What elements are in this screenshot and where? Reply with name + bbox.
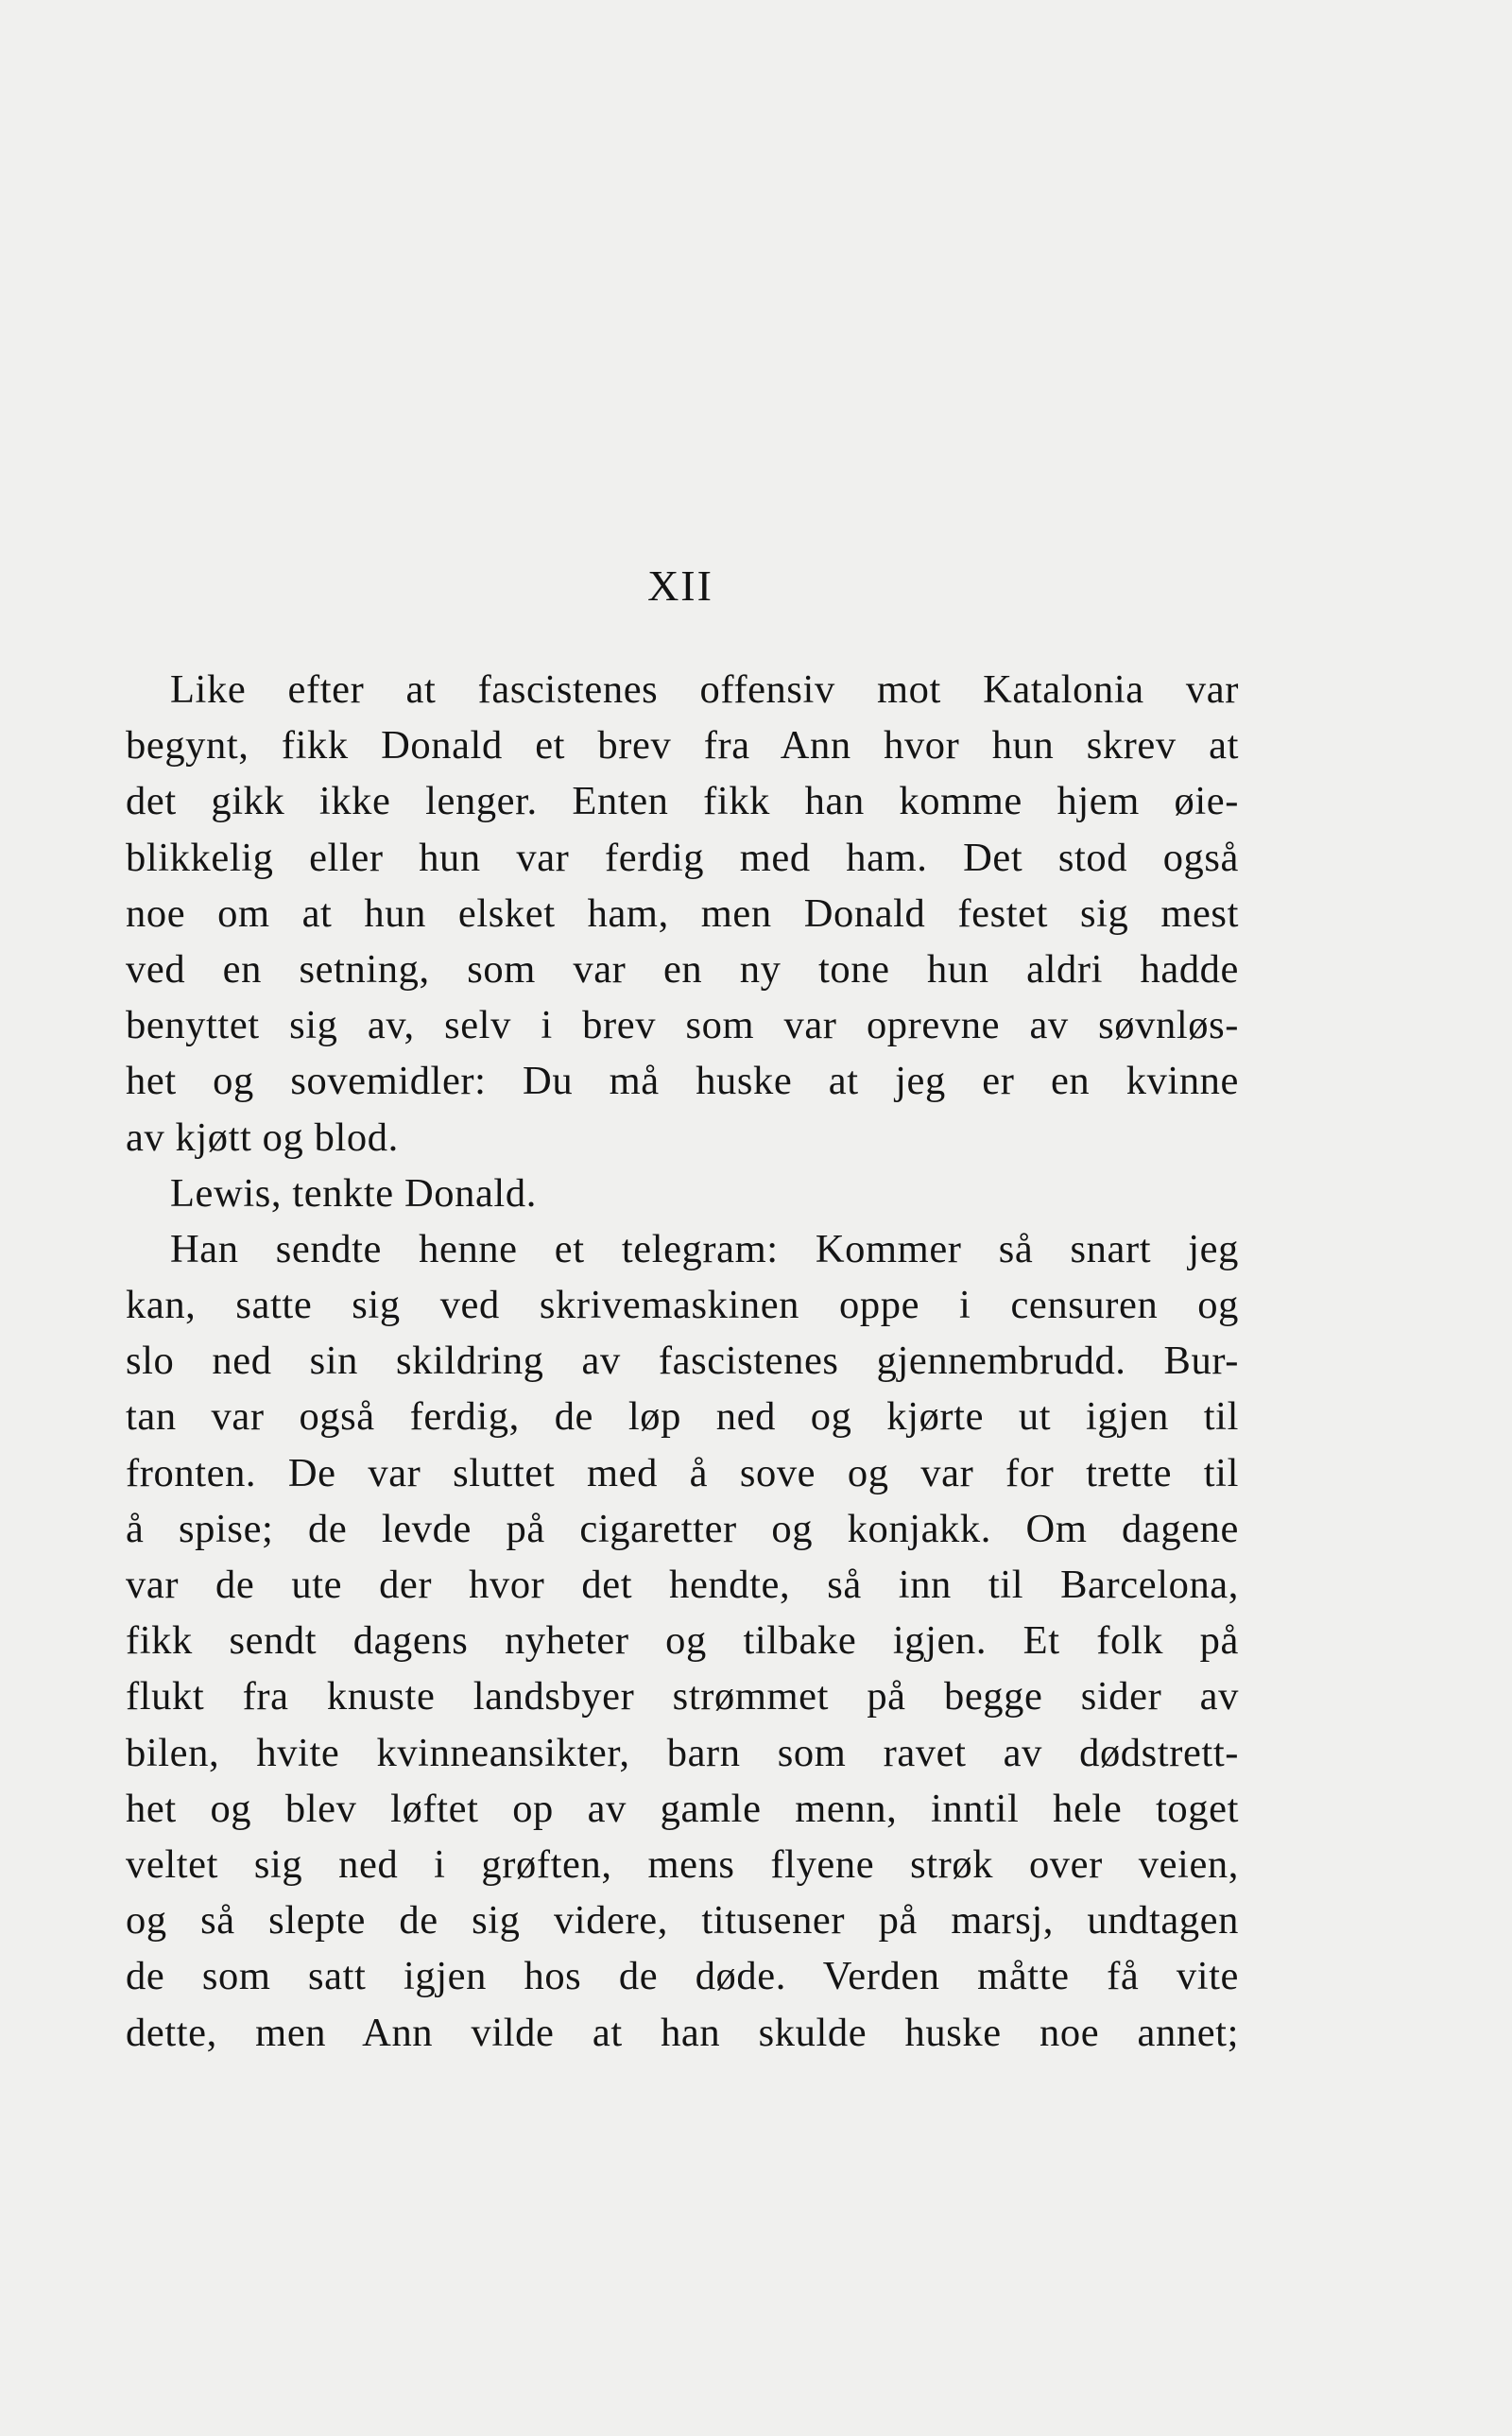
text-line: veltet sig ned i grøften, mens flyene strøk over veien, bbox=[126, 1841, 1239, 1887]
text-line: fikk sendt dagens nyheter og tilbake igjen. Et folk på bbox=[126, 1618, 1239, 1664]
text-line: å spise; de levde på cigaretter og konjakk. Om dagene bbox=[126, 1506, 1239, 1551]
text-line: benyttet sig av, selv i brev som var oprevne av søvnløs- bbox=[126, 1003, 1239, 1048]
chapter-number: XII bbox=[647, 561, 713, 610]
chapter-text bbox=[126, 662, 1239, 2061]
text-line: Lewis, tenkte Donald. bbox=[170, 1170, 537, 1216]
text-line: flukt fra knuste landsbyer strømmet på begge sider av bbox=[126, 1674, 1239, 1719]
text-line: slo ned sin skildring av fascistenes gjennembrudd. Bur- bbox=[126, 1339, 1239, 1384]
text-line: blikkelig eller hun var ferdig med ham. Det stod også bbox=[126, 835, 1239, 880]
text-line: fronten. De var sluttet med å sove og var for trette til bbox=[126, 1450, 1239, 1495]
text-line: Like efter at fascistenes offensiv mot Katalonia var bbox=[170, 667, 1239, 712]
text-line: det gikk ikke lenger. Enten fikk han komme hjem øie- bbox=[126, 779, 1239, 824]
text-line: Han sendte henne et telegram: Kommer så snart jeg bbox=[170, 1226, 1239, 1271]
text-line: noe om at hun elsket ham, men Donald festet sig mest bbox=[126, 890, 1239, 936]
text-line: og så slepte de sig videre, titusener på marsj, undtagen bbox=[126, 1898, 1239, 1944]
text-line: dette, men Ann vilde at han skulde huske noe annet; bbox=[126, 2010, 1239, 2055]
text-line: begynt, fikk Donald et brev fra Ann hvor hun skrev at bbox=[126, 723, 1239, 769]
text-line: het og sovemidler: Du må huske at jeg er en kvinne bbox=[126, 1059, 1239, 1104]
text-line: de som satt igjen hos de døde. Verden måtte få vite bbox=[126, 1954, 1239, 1999]
text-line: tan var også ferdig, de løp ned og kjørte ut igjen til bbox=[126, 1394, 1239, 1440]
text-line: ved en setning, som var en ny tone hun aldri hadde bbox=[126, 946, 1239, 992]
text-line: kan, satte sig ved skrivemaskinen oppe i censuren og bbox=[126, 1283, 1239, 1328]
text-line: var de ute der hvor det hendte, så inn til Barcelona, bbox=[126, 1563, 1239, 1607]
text-line: bilen, hvite kvinneansikter, barn som ravet av dødstrett- bbox=[126, 1730, 1239, 1775]
text-line: het og blev løftet op av gamle menn, inntil hele toget bbox=[126, 1786, 1239, 1831]
text-line: av kjøtt og blod. bbox=[126, 1114, 399, 1160]
